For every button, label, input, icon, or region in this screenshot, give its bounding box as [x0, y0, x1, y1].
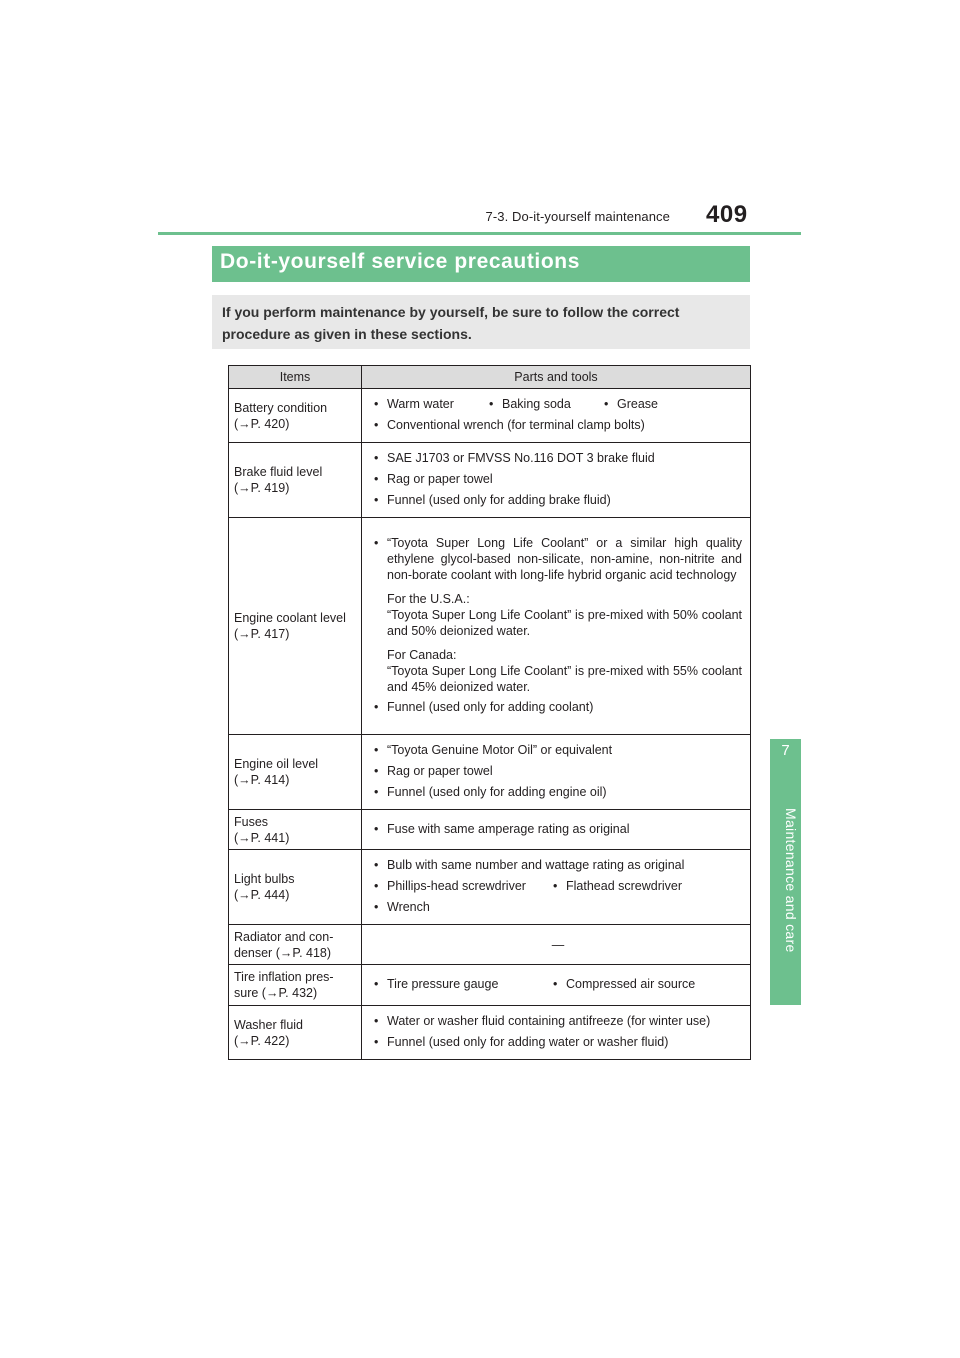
item-name: Tire inflation pres- — [234, 970, 334, 984]
item-cell — [229, 925, 362, 965]
page-reference: (→P. 420) — [234, 416, 290, 431]
page-reference: (→P. 441) — [234, 830, 290, 845]
part-text: Funnel (used only for adding brake fluid) — [387, 493, 611, 507]
list-item: • Grease — [604, 397, 658, 411]
part-text: Bulb with same number and wattage rating as original — [387, 858, 685, 872]
bullet-row — [374, 878, 742, 894]
list-item: • Wrench — [374, 899, 742, 915]
parts-cell — [362, 810, 751, 850]
list-item: • Baking soda — [489, 397, 571, 411]
item-cell — [229, 735, 362, 810]
part-text: Grease — [617, 397, 658, 411]
list-item: • Funnel (used only for adding water or washer fluid) — [374, 1034, 742, 1050]
item-cell — [229, 518, 362, 735]
column-header-parts: Parts and tools — [362, 366, 751, 389]
list-item: • Funnel (used only for adding brake fluid) — [374, 492, 742, 508]
table-header-row — [229, 366, 751, 389]
item-name: Fuses — [234, 814, 269, 829]
item-cell — [229, 850, 362, 925]
part-text: Conventional wrench (for terminal clamp bolts) — [387, 418, 645, 432]
table-row — [229, 389, 751, 443]
part-text: Funnel (used only for adding coolant) — [387, 700, 594, 714]
page-number: 409 — [706, 201, 748, 228]
section-header: 7-3. Do-it-yourself maintenance — [485, 209, 670, 224]
parts-cell — [362, 965, 751, 1006]
part-text: Flathead screwdriver — [566, 879, 683, 893]
note-text: “Toyota Super Long Life Coolant” is pre-mixed with 50% coolant and 50% deionized water. — [387, 608, 742, 638]
list-item: • Rag or paper towel — [374, 763, 742, 779]
item-name: Brake fluid level — [234, 465, 323, 479]
item-name-cont: denser (→P. 418) — [234, 945, 332, 960]
part-text: Water or washer fluid containing antifreeze (for winter use) — [387, 1014, 711, 1028]
item-name: Radiator and con- — [234, 929, 334, 944]
item-cell — [229, 1006, 362, 1060]
parts-cell — [362, 925, 751, 965]
parts-cell — [362, 735, 751, 810]
part-text: Compressed air source — [566, 977, 696, 991]
page-reference: (→P. 422) — [234, 1033, 290, 1048]
intro-text: If you perform maintenance by yourself, be sure to follow the correct procedure as given in these sections. — [212, 295, 750, 349]
item-name: Battery condition — [234, 400, 328, 415]
item-name: Washer fluid — [234, 1017, 304, 1032]
parts-cell — [362, 389, 751, 443]
table-row — [229, 925, 751, 965]
list-item: • Flathead screwdriver — [553, 879, 683, 893]
part-text: Baking soda — [502, 397, 571, 411]
parts-table — [228, 365, 751, 1060]
list-item: • Funnel (used only for adding engine oil) — [374, 784, 742, 800]
note-text: “Toyota Super Long Life Coolant” is pre-mixed with 55% coolant and 45% deionized water. — [387, 664, 742, 694]
usa-note — [387, 591, 742, 639]
note-label: For Canada: — [387, 648, 457, 662]
section-title: Do-it-yourself service precautions — [212, 246, 750, 282]
item-cell — [229, 965, 362, 1006]
bullet-row — [374, 396, 742, 412]
table-row — [229, 443, 751, 518]
parts-cell — [362, 518, 751, 735]
part-text: Fuse with same amperage rating as original — [387, 821, 630, 836]
note-label: For the U.S.A.: — [387, 592, 470, 606]
part-text: Tire pressure gauge — [387, 977, 499, 991]
chapter-number: 7 — [781, 742, 790, 759]
part-text: Phillips-head screwdriver — [387, 879, 526, 893]
part-text: “Toyota Genuine Motor Oil” or equivalent — [387, 743, 613, 757]
list-item: • Water or washer fluid containing antifreeze (for winter use) — [374, 1013, 742, 1029]
table-row — [229, 850, 751, 925]
page-reference: (→P. 417) — [234, 627, 290, 641]
list-item: • Compressed air source — [553, 977, 696, 991]
list-item: • Phillips-head screwdriver — [374, 879, 526, 893]
list-item: • Fuse with same amperage rating as original — [374, 821, 742, 837]
table-row — [229, 965, 751, 1006]
chapter-label: Maintenance and care — [783, 808, 799, 953]
column-header-items: Items — [229, 366, 362, 389]
table-row — [229, 735, 751, 810]
part-text: Rag or paper towel — [387, 472, 493, 486]
empty-dash: — — [551, 937, 565, 952]
bullet-row — [374, 976, 742, 992]
table-row — [229, 810, 751, 850]
list-item: • Funnel (used only for adding coolant) — [374, 699, 742, 715]
list-item: • Warm water — [374, 397, 454, 411]
table-row — [229, 518, 751, 735]
part-text: Funnel (used only for adding water or washer fluid) — [387, 1035, 669, 1049]
page-reference: (→P. 414) — [234, 773, 290, 787]
item-cell — [229, 389, 362, 443]
item-cell — [229, 443, 362, 518]
header-divider — [158, 232, 801, 235]
page-reference: (→P. 419) — [234, 481, 290, 495]
list-item: • Tire pressure gauge — [374, 977, 499, 991]
list-item: • Rag or paper towel — [374, 471, 742, 487]
part-text: Wrench — [387, 900, 430, 914]
list-item: • SAE J1703 or FMVSS No.116 DOT 3 brake fluid — [374, 450, 742, 466]
parts-cell — [362, 1006, 751, 1060]
page-reference: (→P. 444) — [234, 888, 290, 902]
table-row — [229, 1006, 751, 1060]
list-item: • Conventional wrench (for terminal clamp bolts) — [374, 417, 742, 433]
list-item: • “Toyota Genuine Motor Oil” or equivalent — [374, 742, 742, 758]
item-cell — [229, 810, 362, 850]
item-name: Light bulbs — [234, 872, 295, 886]
part-text: Rag or paper towel — [387, 764, 493, 778]
part-text: Funnel (used only for adding engine oil) — [387, 785, 607, 799]
part-text: “Toyota Super Long Life Coolant” or a similar high quality ethylene glycol-based non-silicate, non-amine, non-nitrite and non-borate coolant with long-life hybrid organic acid technology — [387, 536, 742, 582]
item-name: Engine coolant level — [234, 611, 346, 625]
part-text: Warm water — [387, 397, 454, 411]
part-text: SAE J1703 or FMVSS No.116 DOT 3 brake fluid — [387, 451, 655, 465]
parts-cell — [362, 443, 751, 518]
item-name: Engine oil level — [234, 757, 319, 771]
list-item: • Bulb with same number and wattage rating as original — [374, 857, 742, 873]
canada-note — [387, 647, 742, 695]
list-item: • “Toyota Super Long Life Coolant” or a similar high quality ethylene glycol-based non-silicate, non-amine, non-nitrite and non-borate coolant with long-life hybrid organic acid technology — [374, 536, 742, 582]
item-name-cont: sure (→P. 432) — [234, 986, 318, 1000]
parts-cell — [362, 850, 751, 925]
